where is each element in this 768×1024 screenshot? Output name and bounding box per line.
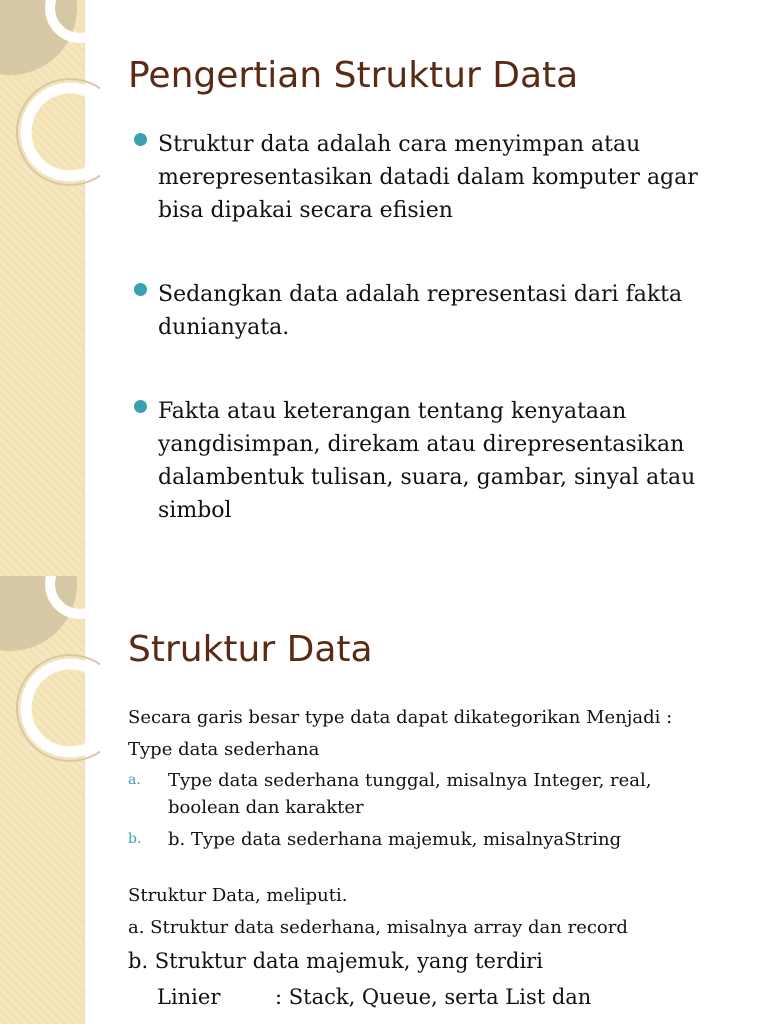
slide-title: Pengertian Struktur Data [128,55,579,96]
bullet-text: Fakta atau keterangan tentang kenyataan yangdisimpan, direkam atau direpresentasikan dalambentuk tulisan, suara, gambar, sinyal atau simbol [158,399,696,523]
sub-list-text: Type data sederhana tunggal, misalnya Integer, real, boolean dan karakter [168,770,652,818]
sub-list-text: b. Type data sederhana majemuk, misalnyaString [168,829,622,850]
bullet-item [134,395,744,527]
slide-2 [0,576,768,1024]
list-marker: b. [128,831,142,847]
bullet-list [134,128,744,576]
slide-title: Struktur Data [128,629,373,670]
bullet-text: Struktur data adalah cara menyimpan atau merepresentasikan datadi dalam komputer agar bisa dipakai secara efisien [158,132,698,223]
intro-text: Secara garis besar type data dapat dikategorikan Menjadi : [128,707,673,728]
slide-body [128,702,728,1015]
bullet-text: Sedangkan data adalah representasi dari fakta dunianyata. [158,282,683,340]
bullet-dot-icon [134,283,147,296]
sub-list [128,767,728,853]
decorative-circles [0,0,100,576]
linier-value: : Stack, Queue, serta List dan [275,985,592,1009]
bullet-item [134,278,744,344]
struktur-heading: Struktur Data, meliputi. [128,885,348,906]
list-marker: a. [128,772,141,788]
sub-list-item [128,767,728,821]
bullet-item [134,128,744,227]
sub-list-item [128,826,728,853]
bullet-dot-icon [134,133,147,146]
linier-row [128,979,728,1015]
struktur-item-b: b. Struktur data majemuk, yang terdiri [128,949,543,973]
decorative-circles [0,576,100,1024]
struktur-item-a: a. Struktur data sederhana, misalnya array dan record [128,917,628,938]
bullet-dot-icon [134,400,147,413]
linier-label: Linier [157,985,221,1009]
subheading-text: Type data sederhana [128,739,320,760]
